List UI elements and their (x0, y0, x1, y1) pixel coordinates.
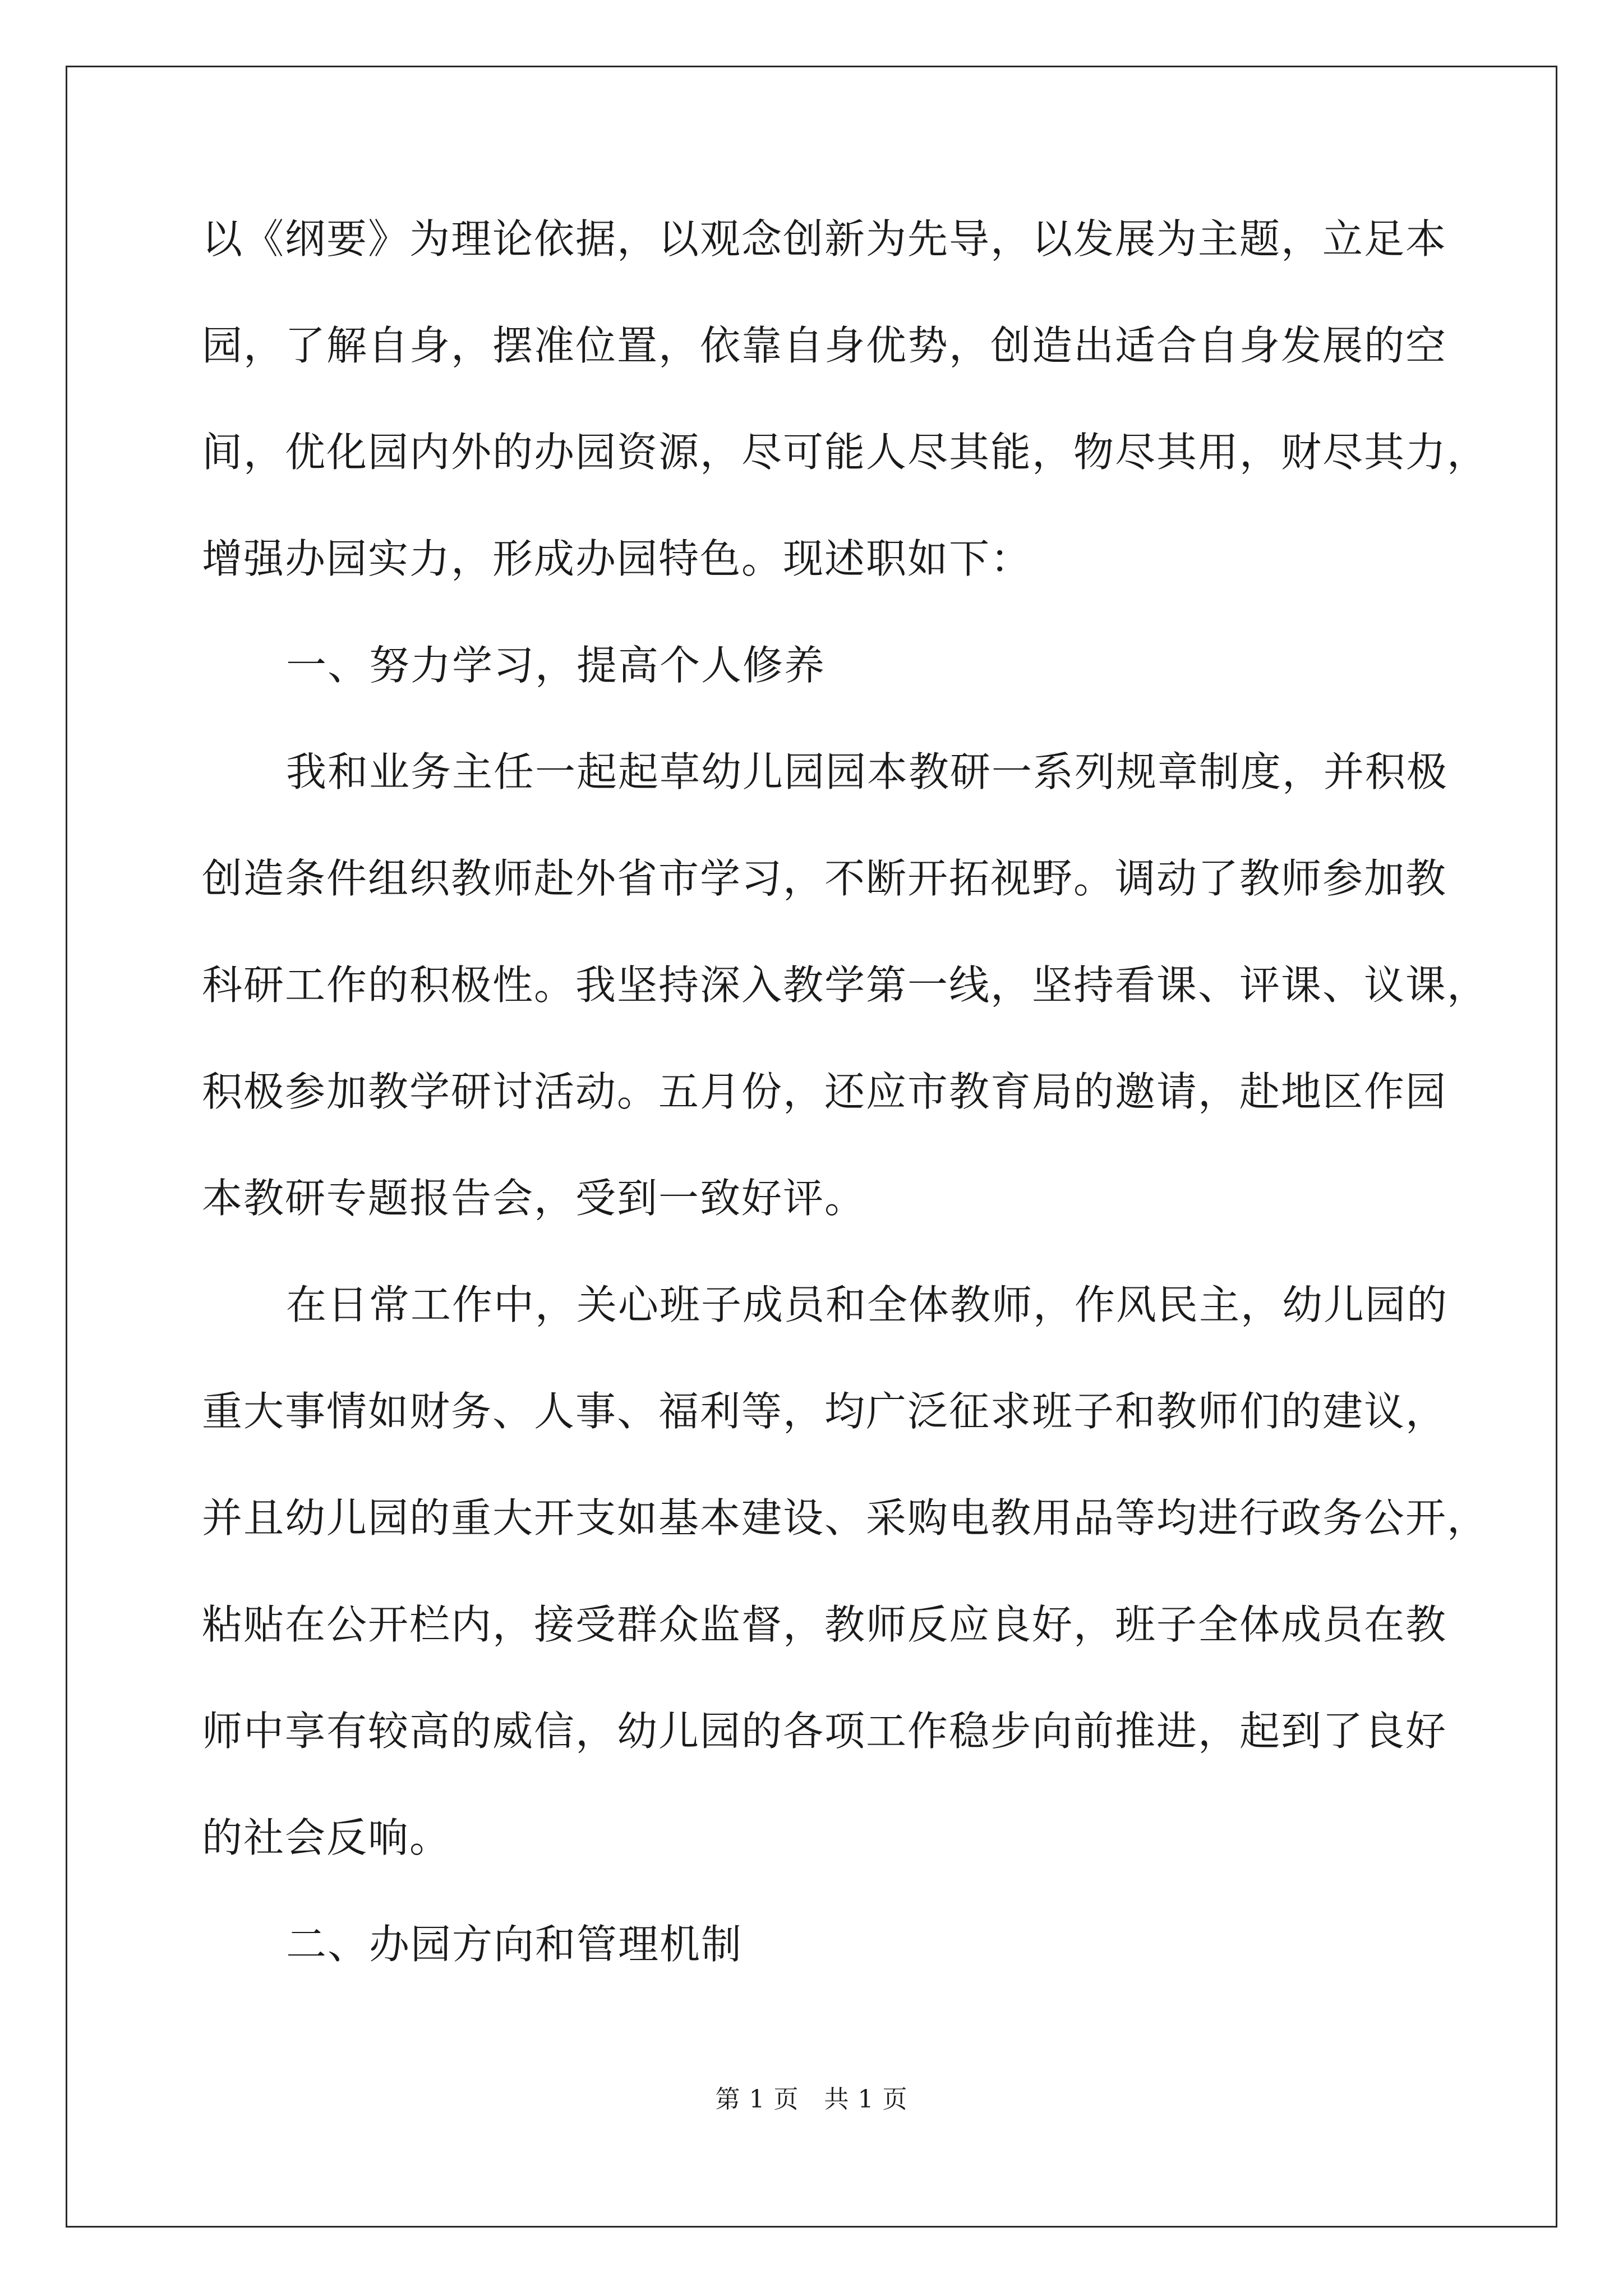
text-line: 重大事情如财务、人事、福利等，均广泛征求班子和教师们的建议， (202, 1388, 1447, 1435)
text-line: 积极参加教学研讨活动。五月份，还应市教育局的邀请，赴地区作园 (202, 1068, 1447, 1115)
section-heading: 一、努力学习，提高个人修养 (286, 642, 826, 689)
text-line: 增强办园实力，形成办园特色。现述职如下： (202, 535, 1032, 582)
text-line: 科研工作的积极性。我坚持深入教学第一线，坚持看课、评课、议课， (202, 961, 1489, 1009)
text-line: 创造条件组织教师赴外省市学习，不断开拓视野。调动了教师参加教 (202, 855, 1447, 902)
text-line: 间，优化园内外的办园资源，尽可能人尽其能，物尽其用，财尽其力， (202, 429, 1489, 476)
text-line: 我和业务主任一起起草幼儿园园本教研一系列规章制度，并积极 (286, 748, 1449, 795)
text-line: 园，了解自身，摆准位置，依靠自身优势，创造出适合自身发展的空 (202, 322, 1447, 369)
page-number-footer: 第 1 页 共 1 页 (715, 2085, 908, 2114)
section-heading: 二、办园方向和管理机制 (286, 1921, 743, 1968)
text-line: 并且幼儿园的重大开支如基本建设、采购电教用品等均进行政务公开， (202, 1494, 1489, 1542)
text-line: 师中享有较高的威信，幼儿园的各项工作稳步向前推进，起到了良好 (202, 1708, 1447, 1755)
text-line: 粘贴在公开栏内，接受群众监督，教师反应良好，班子全体成员在教 (202, 1601, 1447, 1648)
text-line: 的社会反响。 (202, 1814, 451, 1861)
text-line: 在日常工作中，关心班子成员和全体教师，作风民主，幼儿园的 (286, 1281, 1449, 1328)
text-line: 本教研专题报告会，受到一致好评。 (202, 1175, 866, 1222)
text-line: 以《纲要》为理论依据，以观念创新为先导，以发展为主题，立足本 (202, 215, 1447, 263)
page-border (66, 66, 1557, 2228)
